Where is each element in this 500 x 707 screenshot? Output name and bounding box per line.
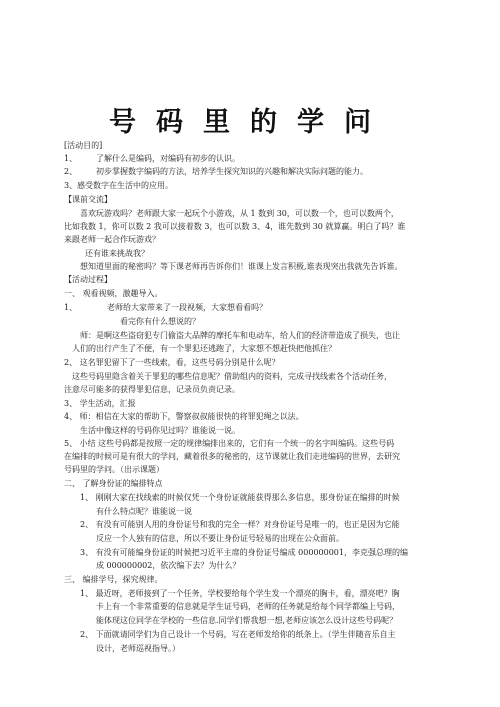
step-text: 1、 最近呀，老师接到了一个任务，学校要给每个学生发一个漂亮的胸卡，看，漂亮吧？胸: [80, 589, 400, 598]
preclass-heading: 【课前交流】: [64, 195, 112, 204]
step-text: 2、 这名罪犯留下了一些线索，看，这些号码分别是什么呢？: [64, 358, 280, 367]
step-text: 在编排的时候可是有很大的学问，藏着很多的秘密的，这节课就让我们走进编码的世界，去研究: [64, 452, 400, 461]
step-text: 成 000000002，依次编下去？为什么？: [96, 561, 241, 570]
step-text: 能体现这位同学在学校的一些信息.同学们帮我想一想,老师应该怎么设计这些号码呢？: [96, 616, 398, 625]
step-text: 卡上有一个非常重要的信息就是学生证号码，老师的任务就是给每个同学都编上号码，: [96, 602, 400, 611]
preclass-paragraph-line: 想知道里面的秘密吗？等下课老师再告诉你们！谁课上发言积极,谁表现突出我就先告诉谁。: [80, 262, 403, 271]
objective-text: 初步掌握数字编码的方法，培养学生探究知识的兴趣和解决实际问题的能力。: [96, 167, 368, 176]
step-text: 4、 师：相信在大家的帮助下，警察叔叔能很快的将罪犯绳之以法。: [64, 412, 304, 421]
objective-num: 1、: [64, 154, 78, 163]
step-text: 师：是啊这些盗窃犯专门偷盗大品牌的摩托车和电动车，给人们的经济带造成了损失，也让: [80, 331, 400, 340]
step-text: 1、 刚刚大家在找线索的时候仅凭一个身份证就能获得那么多信息，那身份证在编排的时候: [80, 493, 400, 502]
section-title: 二、 了解身份证的编排特点: [64, 479, 163, 488]
step-num: 1、: [64, 303, 78, 312]
preclass-paragraph-line: 来跟老师一起合作玩游戏？: [64, 235, 160, 244]
objective-text: 了解什么是编码，对编码有初步的认识。: [96, 154, 240, 163]
step-text: 设计，老师巡视指导。）: [96, 644, 180, 653]
objective-num: 2、: [64, 167, 78, 176]
preclass-paragraph-line: 比如我数 1，你可以数 2 我可以接着数 3，也可以数 3、4，谁先数到 30 就算赢。明白了吗？谁: [64, 222, 406, 231]
step-text: 3、 有没有可能编身份证的时候把习近平主席的身份证号编成 000000001，李克强总理的编: [80, 548, 408, 557]
step-text: 注意尽可能多的获得罪犯信息，记录员负责记录。: [64, 385, 240, 394]
page-title: 号码里的学问: [109, 107, 391, 138]
preclass-paragraph-line: 还有谁来挑战我？: [85, 249, 149, 258]
step-text: 老师给大家带来了一段视频，大家想看看吗？: [107, 303, 267, 312]
step-text: 2、 有没有可能别人用的身份证号和我的完全一样？对身份证号是唯一的，也正是因为它能: [80, 520, 400, 529]
section-title: 一、 观看视频，激趣导入。: [64, 289, 163, 298]
step-text: 3、 学生活动，汇报: [64, 399, 136, 408]
step-text: 生活中像这样的号码你见过吗？谁能说一说。: [80, 426, 240, 435]
objective-text: 感受数字在生活中的应用。: [77, 181, 173, 190]
objectives-heading: [活动目的]: [64, 141, 103, 150]
step-text: 有什么特点呢？谁能说一说: [96, 507, 192, 516]
step-text: 看完你有什么想说的？: [120, 317, 200, 326]
preclass-paragraph-line: 喜欢玩游戏吗？老师跟大家一起玩个小游戏，从 1 数到 30，可以数一个，也可以数两个，: [80, 209, 399, 218]
step-text: 2、 下面就请同学们为自己设计一个号码，写在老师发给你的纸条上。（学生伴随音乐自主: [80, 630, 396, 639]
section-title: 三、 编排学号，探究规律。: [64, 575, 163, 584]
step-text: 这些号码里隐含着关于罪犯的哪些信息呢？借助组内的资料，完成寻找线索各个活动任务，: [72, 372, 392, 381]
objective-num: 3、: [64, 181, 78, 190]
step-text: 反应一个人独有的信息，所以不要让身份证号轻易的出现在公众面前。: [96, 534, 344, 543]
step-text: 号码里的学问。（出示课题）: [64, 465, 164, 474]
step-text: 5、 小结 这些号码都是按照一定的规律编排出来的，它们有一个统一的名字叫编码。这些号码: [64, 439, 395, 448]
process-heading: 【活动过程】: [64, 275, 112, 284]
step-text: 人们的出行产生了不便，有一个罪犯还逃跑了，大家想不想赶快把他抓住？: [72, 344, 336, 353]
